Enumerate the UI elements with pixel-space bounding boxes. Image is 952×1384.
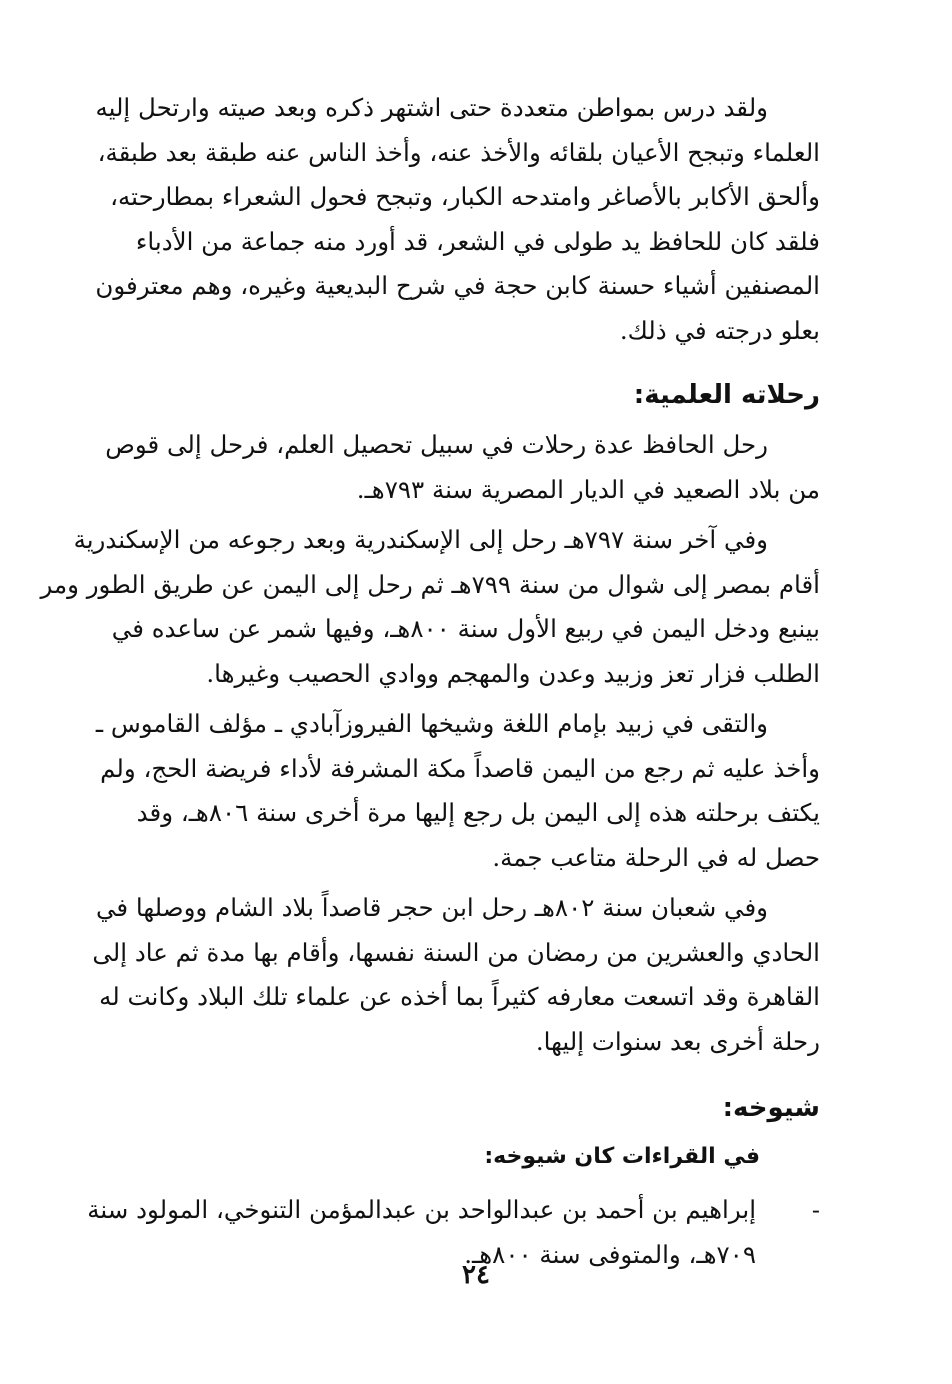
page-number: ٢٤ <box>462 1260 490 1290</box>
text-line: إبراهيم بن أحمد بن عبدالواحد بن عبدالمؤمن التنوخي، المولود سنة <box>87 1195 756 1224</box>
list-bullet: - <box>811 1196 820 1224</box>
text-line: حصل له في الرحلة متاعب جمة. <box>492 842 820 872</box>
text-line: المصنفين أشياء حسنة كابن حجة في شرح البديعية وغيره، وهم معترفون <box>95 271 820 300</box>
text-line: ٧٠٩هـ، والمتوفى سنة ٨٠٠هـ. <box>464 1239 756 1269</box>
text-line: وألحق الأكابر بالأصاغر وامتدحه الكبار، وتبجح فحول الشعراء بمطارحته، <box>110 182 820 211</box>
text-line: الطلب فزار تعز وزبيد وعدن والمهجم ووادي الحصيب وغيرها. <box>206 658 820 688</box>
page-content <box>40 86 820 1277</box>
text-line: يكتف برحلته هذه إلى اليمن بل رجع إليها مرة أخرى سنة ٨٠٦هـ، وقد <box>136 798 820 827</box>
text-line: ولقد درس بمواطن متعددة حتى اشتهر ذكره وبعد صيته وارتحل إليه <box>95 93 768 122</box>
text-line: أقام بمصر إلى شوال من سنة ٧٩٩هـ ثم رحل إلى اليمن عن طريق الطور ومر <box>40 569 820 599</box>
section-heading-travels: رحلاته العلمية: <box>633 380 820 410</box>
intro-paragraph <box>66 86 820 353</box>
text-line: وفي شعبان سنة ٨٠٢هـ رحل ابن حجر قاصداً بلاد الشام ووصلها في <box>96 893 768 922</box>
travels-paragraph-1 <box>66 423 820 512</box>
text-line: رحلة أخرى بعد سنوات إليها. <box>535 1026 820 1056</box>
text-line: القاهرة وقد اتسعت معارفه كثيراً بما أخذه عن علماء تلك البلاد وكانت له <box>99 982 820 1011</box>
text-line: وفي آخر سنة ٧٩٧هـ رحل إلى الإسكندرية وبعد رجوعه من الإسكندرية <box>73 525 768 554</box>
travels-paragraph-2 <box>40 518 820 696</box>
text-line: الحادي والعشرين من رمضان من السنة نفسها، وأقام بها مدة ثم عاد إلى <box>92 937 820 967</box>
text-line: بعلو درجته في ذلك. <box>619 315 820 345</box>
text-line: وأخذ عليه ثم رجع من اليمن قاصداً مكة المشرفة لأداء فريضة الحج، ولم <box>100 753 820 783</box>
text-line: بينبع ودخل اليمن في ربيع الأول سنة ٨٠٠هـ، وفيها شمر عن ساعده في <box>111 614 820 643</box>
travels-paragraph-3 <box>66 702 820 880</box>
text-line: العلماء وتبجح الأعيان بلقائه والأخذ عنه، وأخذ الناس عنه طبقة بعد طبقة، <box>97 137 820 167</box>
text-line: رحل الحافظ عدة رحلات في سبيل تحصيل العلم، فرحل إلى قوص <box>105 430 768 459</box>
text-line: من بلاد الصعيد في الديار المصرية سنة ٧٩٣هـ. <box>356 474 820 504</box>
subheading-qiraat: في القراءات كان شيوخه: <box>484 1144 760 1169</box>
text-line: والتقى في زبيد بإمام اللغة وشيخها الفيروزآبادي ـ مؤلف القاموس ـ <box>95 709 768 738</box>
section-heading-teachers: شيوخه: <box>722 1093 820 1123</box>
travels-paragraph-4 <box>66 886 820 1064</box>
text-line: فلقد كان للحافظ يد طولى في الشعر، قد أورد منه جماعة من الأدباء <box>135 226 820 256</box>
